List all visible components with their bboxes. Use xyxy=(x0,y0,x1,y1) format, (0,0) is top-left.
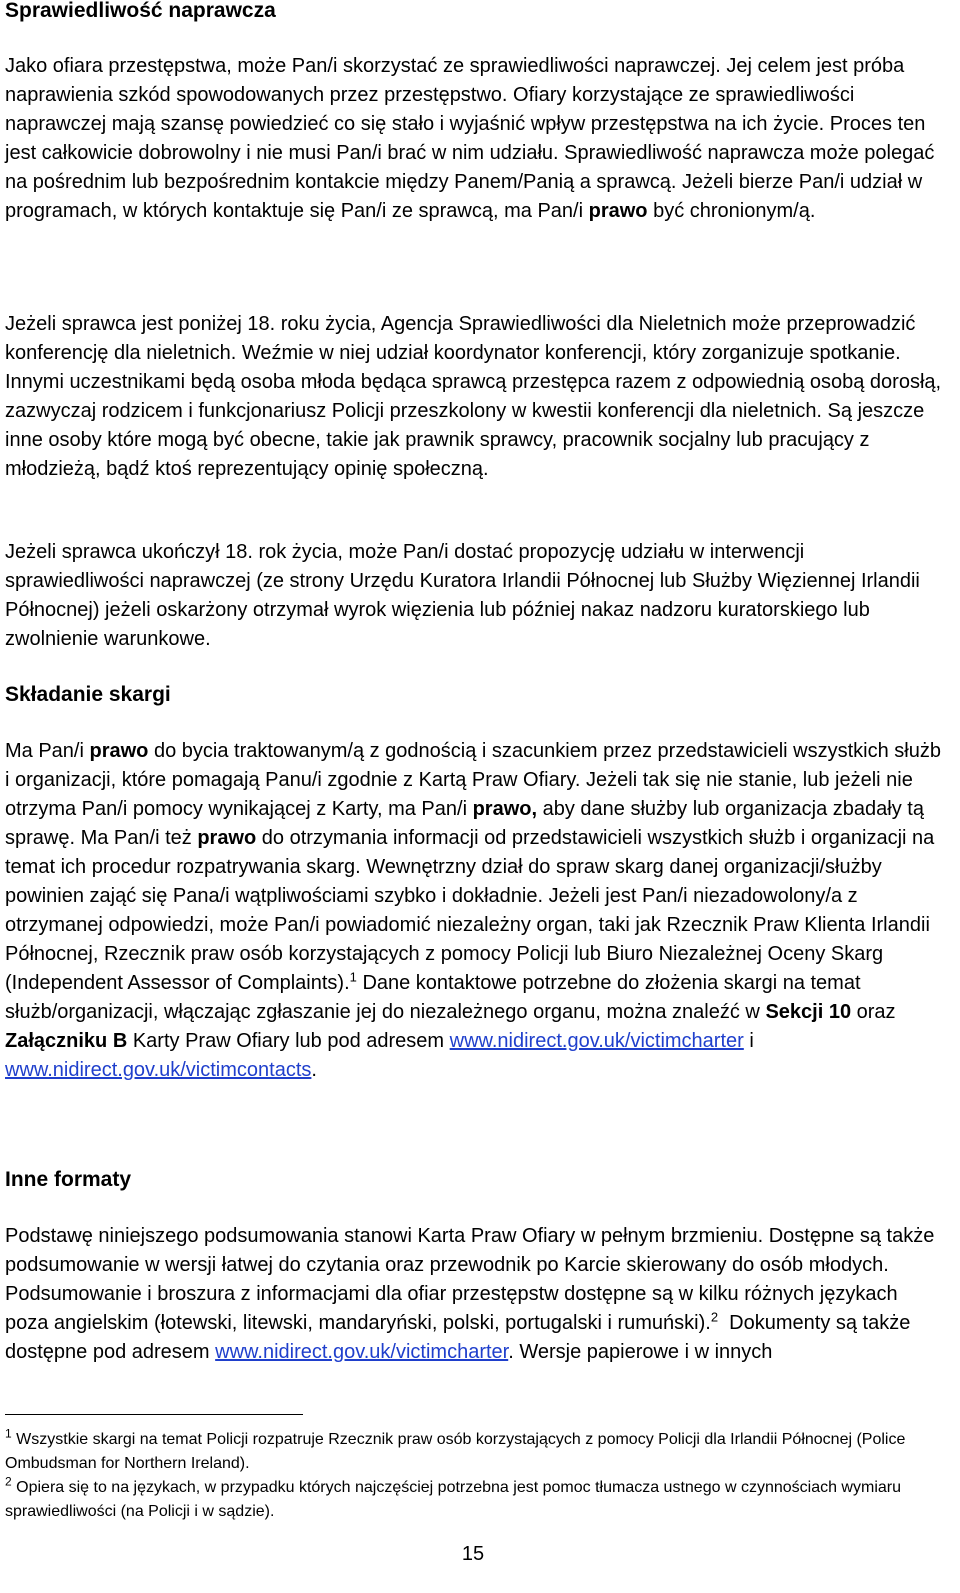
text: Ma Pan/i xyxy=(5,740,84,762)
paragraph-adult-offender: Jeżeli sprawca ukończył 18. rok życia, może Pan/i dostać propozycję udziału w interwencji sprawiedliwości naprawczej (ze strony Urzędu Kuratora Irlandii Północnej lub Służby Więziennej Irlandii Północnej) jeżeli oskarżony otrzymał wyrok więzienia lub później nakaz nadzoru kuratorskiego lub zwolnienie warunkowe. xyxy=(5,541,920,650)
heading-complaints: Składanie skargi xyxy=(5,683,171,706)
text: do bycia traktowanym/ą z godnością i szacunkiem przez przedstawicieli wszystkich służb i organizacji, które pomagają Panu/i zgodnie z Kartą Praw Ofiary. Jeżeli tak się nie stanie, lub jeżeli nie otrzyma Pan/i pomocy wynikającej z Karty, ma Pan/i xyxy=(5,740,941,820)
text: i xyxy=(749,1030,754,1052)
text: Karty Praw Ofiary lub pod adresem xyxy=(132,1030,445,1052)
heading-other-formats: Inne formaty xyxy=(5,1168,132,1191)
text: Dokumenty są także dostępne pod adresem xyxy=(5,1312,911,1363)
page-number: 15 xyxy=(461,1543,485,1565)
footnote-number: 1 xyxy=(5,1426,12,1441)
text: Dane kontaktowe potrzebne do złożenia skargi na temat służb/organizacji, włączając zgłaszanie jej do niezależnego organu, można znaleźć w xyxy=(5,972,861,1023)
paragraph-youth-conference: Jeżeli sprawca jest poniżej 18. roku życia, Agencja Sprawiedliwości dla Nieletnich może przeprowadzić konferencję dla nieletnich. Weźmie w niej udział koordynator konferencji, który zorganizuje spotkanie. Innymi uczestnikami będą osoba młoda będąca sprawcą przestępca razem z odpowiednią osobą dorosłą, zazwyczaj rodzicem i funkcjonariusz Policji przeszkolony w kwestii konferencji dla nieletnich. Są jeszcze inne osoby które mogą być obecne, takie jak prawnik sprawcy, pracownik socjalny lub pracujący z młodzieżą, bądź ktoś reprezentujący opinię społeczną. xyxy=(5,313,942,480)
link-victimcharter-2[interactable]: www.nidirect.gov.uk/victimcharter xyxy=(215,1341,509,1363)
footnote-2 xyxy=(5,1476,945,1524)
footnote-ref-1[interactable]: 1 xyxy=(349,969,357,985)
footnote-separator xyxy=(5,1414,303,1415)
footnote-ref-2[interactable]: 2 xyxy=(710,1309,719,1325)
text: oraz xyxy=(856,1001,896,1023)
text: do otrzymania informacji od przedstawicieli wszystkich służb i organizacji na temat ich procedur rozpatrywania skarg. Wewnętrzny dział do spraw skarg danej organizacji/służby powinien zająć się Pana/i wątpliwościami szybko i dokładnie. Jeżeli jest Pan/i niezadowolony/a z otrzymanej odpowiedzi, może Pan/i powiadomić niezależny organ, taki jak Rzecznik Praw Klienta Irlandii Północnej, Rzecznik praw osób korzystających z pomocy Policji lub Biuro Niezależnej Oceny Skarg (Independent Assessor of Complaints). xyxy=(5,827,935,994)
paragraph-complaints xyxy=(5,737,945,1085)
footnote-text: Wszystkie skargi na temat Policji rozpatruje Rzecznik praw osób korzystających z pomocy Policji dla Irlandii Północnej (Police Ombudsman for Northern Ireland). xyxy=(5,1431,906,1472)
bold-right: prawo xyxy=(588,200,648,222)
footnote-text: Opiera się to na językach, w przypadku których najczęściej potrzebna jest pomoc tłumacza ustnego w czynnościach wymiaru sprawiedliwości (na Policji i w sądzie). xyxy=(5,1479,901,1520)
text: Podstawę niniejszego podsumowania stanowi Karta Praw Ofiary w pełnym brzmieniu. Dostępne są także podsumowanie w wersji łatwej do czytania oraz przewodnik po Karcie skierowany do osób młodych. Podsumowanie i broszura z informacjami dla ofiar przestępstw dostępne są w kilku różnych językach poza angielskim (łotewski, litewski, mandaryński, polski, portugalski i rumuński). xyxy=(5,1225,935,1334)
bold-section-ref: Sekcji 10 xyxy=(765,1001,852,1023)
paragraph-other-formats xyxy=(5,1222,945,1367)
footnote-1 xyxy=(5,1428,945,1476)
bold-right: prawo xyxy=(197,827,257,849)
link-victimcharter[interactable]: www.nidirect.gov.uk/victimcharter xyxy=(449,1030,744,1052)
bold-appendix-ref: Załączniku B xyxy=(5,1030,128,1052)
text: . xyxy=(311,1059,317,1081)
text: Jako ofiara przestępstwa, może Pan/i skorzystać ze sprawiedliwości naprawczej. Jej celem jest próba naprawienia szkód spowodowanych przez przestępstwo. Ofiary korzystające ze sprawiedliwości naprawczej mają szansę powiedzieć co się stało i wyjaśnić wpływ przestępstwa na ich życie. Proces ten jest całkowicie dobrowolny i nie musi Pan/i brać w nim udziału. Sprawiedliwość naprawcza może polegać na pośrednim lub bezpośrednim kontakcie między Panem/Panią a sprawcą. Jeżeli bierze Pan/i udział w programach, w których kontaktuje się Pan/i ze sprawcą, ma Pan/i xyxy=(5,55,935,222)
paragraph-restorative-intro xyxy=(5,52,945,226)
text: aby dane służby lub organizacja zbadały tą sprawę. Ma Pan/i też xyxy=(5,798,924,849)
bold-right: prawo, xyxy=(472,798,538,820)
footnote-number: 2 xyxy=(5,1474,12,1489)
bold-right: prawo xyxy=(89,740,149,762)
link-victimcontacts[interactable]: www.nidirect.gov.uk/victimcontacts xyxy=(5,1059,312,1081)
heading-restorative-justice: Sprawiedliwość naprawcza xyxy=(5,0,276,22)
text: . Wersje papierowe i w innych xyxy=(508,1341,773,1363)
text: być chronionym/ą. xyxy=(653,200,816,222)
